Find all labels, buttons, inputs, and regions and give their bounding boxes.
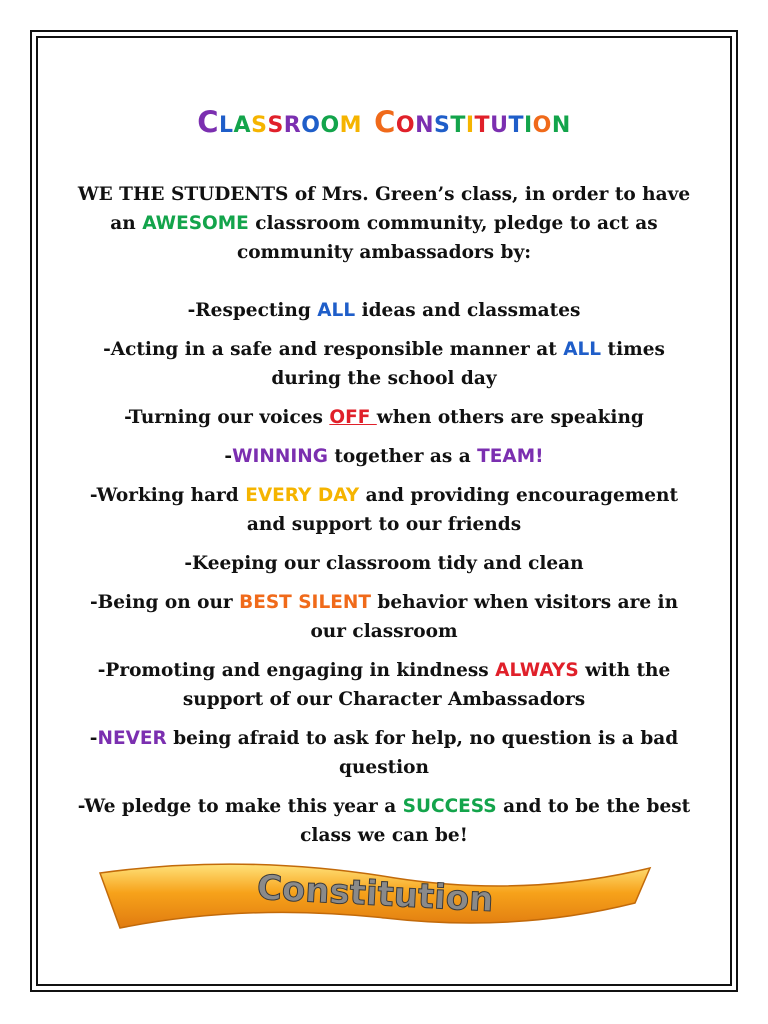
- title-letter: C: [197, 105, 220, 139]
- title-letter: M: [339, 113, 363, 138]
- keyword-never: NEVER: [97, 728, 167, 749]
- keyword-every-day: EVERY DAY: [245, 485, 360, 506]
- keyword-winning: WINNING: [232, 446, 328, 467]
- keyword-best-silent: BEST SILENT: [239, 592, 371, 613]
- page-title: [0, 105, 768, 139]
- pledge-item: -Turning our voices OFF when others are speaking: [124, 407, 644, 428]
- title-letter: O: [320, 113, 340, 138]
- title-letter: I: [523, 113, 533, 138]
- keyword-all: ALL: [563, 339, 602, 360]
- pledge-item: -Promoting and engaging in kindness ALWAYS with the support of our Character Ambassadors: [97, 660, 671, 710]
- title-letter: A: [233, 113, 252, 138]
- title-letter: S: [267, 113, 284, 138]
- pledge-item: -Respecting ALL ideas and classmates: [187, 300, 581, 321]
- keyword-off: OFF: [329, 407, 377, 428]
- pledge-item: -We pledge to make this year a SUCCESS and to be the best class we can be!: [77, 796, 691, 846]
- banner-text: Constitution: [256, 867, 495, 921]
- constitution-body: [70, 180, 698, 860]
- title-letter: N: [415, 113, 434, 138]
- title-letter: S: [433, 113, 451, 138]
- title-letter: T: [508, 113, 524, 138]
- keyword-success: SUCCESS: [402, 796, 497, 817]
- title-letter: R: [283, 113, 302, 138]
- keyword-awesome: AWESOME: [142, 213, 249, 234]
- pledge-item: -Being on our BEST SILENT behavior when visitors are in our classroom: [89, 592, 679, 642]
- title-letter: T: [474, 113, 491, 138]
- title-letter: O: [301, 113, 321, 138]
- constitution-scroll-banner: [95, 858, 655, 938]
- pledge-item: -Keeping our classroom tidy and clean: [184, 553, 584, 574]
- pledge-item: -NEVER being afraid to ask for help, no question is a bad question: [89, 728, 679, 778]
- title-letter: O: [532, 113, 552, 138]
- keyword-all: ALL: [317, 300, 356, 321]
- pledge-item: -Working hard EVERY DAY and providing encouragement and support to our friends: [89, 485, 679, 535]
- title-letter: S: [251, 113, 268, 138]
- title-letter: T: [450, 113, 466, 138]
- keyword-team: TEAM!: [477, 446, 544, 467]
- pledge-item: -WINNING together as a TEAM!: [224, 446, 544, 467]
- pledge-item: -Acting in a safe and responsible manner at ALL times during the school day: [103, 339, 665, 389]
- title-letter: N: [551, 113, 571, 138]
- title-letter: I: [465, 113, 475, 138]
- intro-paragraph: WE THE STUDENTS of Mrs. Green’s class, in order to have an AWESOME classroom community, pledge to act as community ambassadors by:: [77, 184, 691, 263]
- title-letter: U: [490, 113, 509, 138]
- title-letter: O: [395, 113, 416, 138]
- title-letter: L: [219, 113, 234, 138]
- title-letter: C: [374, 105, 396, 139]
- keyword-always: ALWAYS: [495, 660, 579, 681]
